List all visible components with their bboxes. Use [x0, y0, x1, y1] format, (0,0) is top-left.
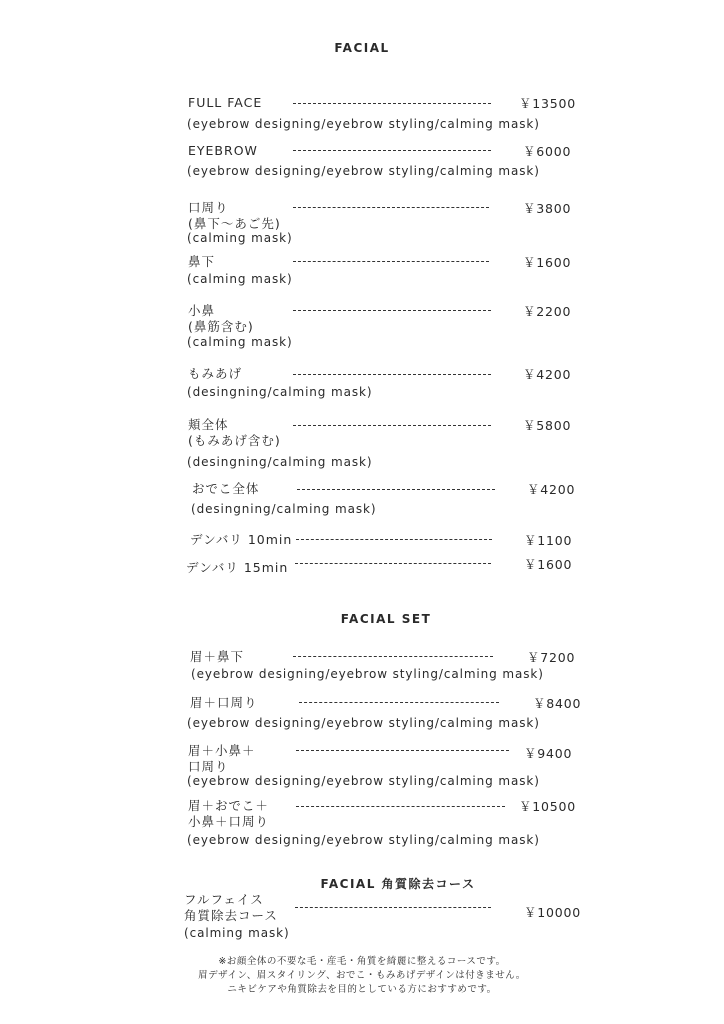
menu-item-price: ￥2200: [523, 304, 572, 319]
menu-item-description: (desingning/calming mask): [187, 385, 373, 399]
leader-line: [293, 656, 493, 657]
menu-item-name: デンバリ 15min: [186, 560, 289, 575]
menu-item-price: ￥3800: [523, 201, 572, 216]
menu-item-name: EYEBROW: [188, 143, 258, 158]
menu-item-name: おでこ全体: [192, 481, 260, 496]
menu-item-description: (desingning/calming mask): [191, 502, 377, 516]
footnote-line: 眉デザイン、眉スタイリング、おでこ・もみあげデザインは付きません。: [198, 970, 526, 981]
leader-line: [295, 563, 491, 564]
menu-item-price: ￥10500: [519, 799, 577, 814]
menu-item-description: (calming mask): [187, 335, 293, 349]
leader-line: [293, 425, 491, 426]
section-title-facial-set: FACIAL SET: [340, 612, 432, 626]
leader-line: [293, 310, 491, 311]
menu-item-name: 小鼻: [188, 303, 216, 318]
menu-item-price: ￥10000: [524, 905, 582, 920]
menu-item-description: (calming mask): [184, 926, 290, 940]
menu-item-description: (eyebrow designing/eyebrow styling/calming mask): [187, 774, 540, 788]
menu-item-price: ￥1600: [524, 557, 573, 572]
menu-item-name: 眉＋口周り: [190, 695, 258, 710]
section-title-kakushitsu: FACIAL 角質除去コース: [320, 877, 476, 891]
leader-line: [293, 374, 491, 375]
menu-item-name: 眉＋おでこ＋: [188, 798, 269, 813]
menu-item-price: ￥4200: [527, 482, 576, 497]
menu-item-price: ￥5800: [523, 418, 572, 433]
menu-item-description: (calming mask): [187, 272, 293, 286]
menu-item-description: (eyebrow designing/eyebrow styling/calming mask): [187, 716, 540, 730]
menu-item-name-detail: (鼻筋含む): [188, 319, 254, 334]
leader-line: [299, 702, 499, 703]
menu-item-price: ￥13500: [519, 96, 577, 111]
footnote-line: ニキビケアや角質除去を目的としている方におすすめです。: [227, 984, 497, 995]
menu-item-name: もみあげ: [188, 366, 243, 381]
leader-line: [293, 207, 489, 208]
leader-line: [293, 103, 491, 104]
menu-item-description: (eyebrow designing/eyebrow styling/calming mask): [191, 667, 544, 681]
menu-item-name: 口周り: [188, 200, 229, 215]
menu-item-name-detail: (鼻下～あご先): [188, 216, 281, 231]
menu-item-description: (eyebrow designing/eyebrow styling/calming mask): [187, 833, 540, 847]
leader-line: [293, 150, 491, 151]
menu-item-name: 眉＋小鼻＋: [188, 743, 256, 758]
menu-item-description: (eyebrow designing/eyebrow styling/calming mask): [187, 164, 540, 178]
section-title-facial: FACIAL: [334, 41, 390, 55]
menu-item-description: (desingning/calming mask): [187, 455, 373, 469]
menu-item-name: フルフェイス: [184, 892, 264, 907]
leader-line: [297, 489, 495, 490]
menu-item-price: ￥8400: [533, 696, 582, 711]
menu-item-name-detail: 口周り: [188, 759, 229, 774]
menu-item-price: ￥6000: [523, 144, 572, 159]
menu-item-price: ￥1600: [523, 255, 572, 270]
leader-line: [293, 261, 489, 262]
leader-line: [295, 907, 491, 908]
menu-item-price: ￥1100: [524, 533, 573, 548]
menu-item-name-detail: (もみあげ含む): [188, 433, 281, 448]
footnote-line: ※お顔全体の不要な毛・産毛・角質を綺麗に整えるコースです。: [218, 956, 506, 967]
menu-item-name: 頬全体: [188, 417, 229, 432]
menu-item-price: ￥7200: [527, 650, 576, 665]
menu-item-name: 鼻下: [188, 254, 216, 269]
menu-item-name-detail: 小鼻＋口周り: [188, 814, 270, 829]
menu-item-name-detail: 角質除去コース: [184, 908, 278, 923]
leader-line: [296, 539, 492, 540]
menu-item-name: デンバリ 10min: [190, 532, 293, 547]
menu-item-name: 眉＋鼻下: [190, 649, 245, 664]
menu-item-price: ￥4200: [523, 367, 572, 382]
menu-item-description: (calming mask): [187, 231, 293, 245]
menu-item-price: ￥9400: [524, 746, 573, 761]
leader-line: [296, 806, 505, 807]
leader-line: [296, 750, 509, 751]
menu-item-description: (eyebrow designing/eyebrow styling/calming mask): [187, 117, 540, 131]
menu-item-name: FULL FACE: [188, 95, 263, 110]
